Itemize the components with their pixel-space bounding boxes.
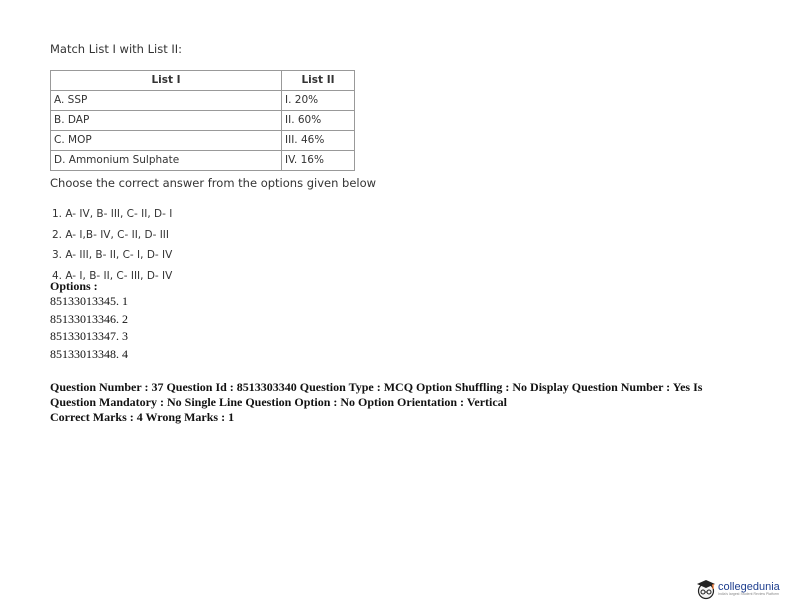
list-i-cell: D. Ammonium Sulphate — [51, 151, 282, 171]
option-id-list — [50, 293, 128, 363]
list-ii-cell: IV. 16% — [282, 151, 355, 171]
metadata-line: Correct Marks : 4 Wrong Marks : 1 — [50, 410, 235, 424]
table-header-row — [51, 71, 355, 91]
logo-wordmark: collegedunia — [718, 580, 780, 593]
list-i-cell: C. MOP — [51, 131, 282, 151]
answer-choice: 1. A- IV, B- III, C- II, D- I — [52, 208, 173, 220]
metadata-line: Question Mandatory : No Single Line Question Option : No Option Orientation : Vertical — [50, 395, 508, 409]
metadata-line: Question Number : 37 Question Id : 8513303340 Question Type : MCQ Option Shuffling : No Display Question Number : Yes Is — [50, 380, 703, 394]
table-row — [51, 151, 355, 171]
graduate-cap-icon — [695, 578, 717, 600]
list-i-cell: A. SSP — [51, 91, 282, 111]
question-prompt: Match List I with List II: — [50, 42, 183, 56]
list-ii-cell: II. 60% — [282, 111, 355, 131]
question-metadata — [50, 380, 740, 425]
list-ii-header: List II — [282, 71, 355, 91]
table-row — [51, 131, 355, 151]
list-i-header: List I — [51, 71, 282, 91]
collegedunia-logo — [695, 578, 780, 600]
logo-tagline: India's largest Student Review Platform — [718, 591, 779, 596]
table-row — [51, 91, 355, 111]
option-id-item: 85133013346. 2 — [50, 311, 128, 326]
answer-choice: 2. A- I,B- IV, C- II, D- III — [52, 228, 169, 241]
list-i-cell: B. DAP — [51, 111, 282, 131]
table-row — [51, 111, 355, 131]
option-id-item: 85133013345. 1 — [50, 294, 128, 308]
match-table — [50, 70, 355, 171]
list-ii-cell: I. 20% — [282, 91, 355, 111]
answer-choices — [50, 204, 172, 286]
options-heading: Options : — [50, 279, 98, 293]
answer-choice: 4. A- I, B- II, C- III, D- IV — [52, 269, 173, 282]
option-id-item: 85133013348. 4 — [50, 346, 128, 361]
answer-choice: 3. A- III, B- II, C- I, D- IV — [52, 249, 173, 261]
option-id-item: 85133013347. 3 — [50, 329, 128, 343]
question-instruction: Choose the correct answer from the options given below — [50, 176, 377, 190]
list-ii-cell: III. 46% — [282, 131, 355, 151]
